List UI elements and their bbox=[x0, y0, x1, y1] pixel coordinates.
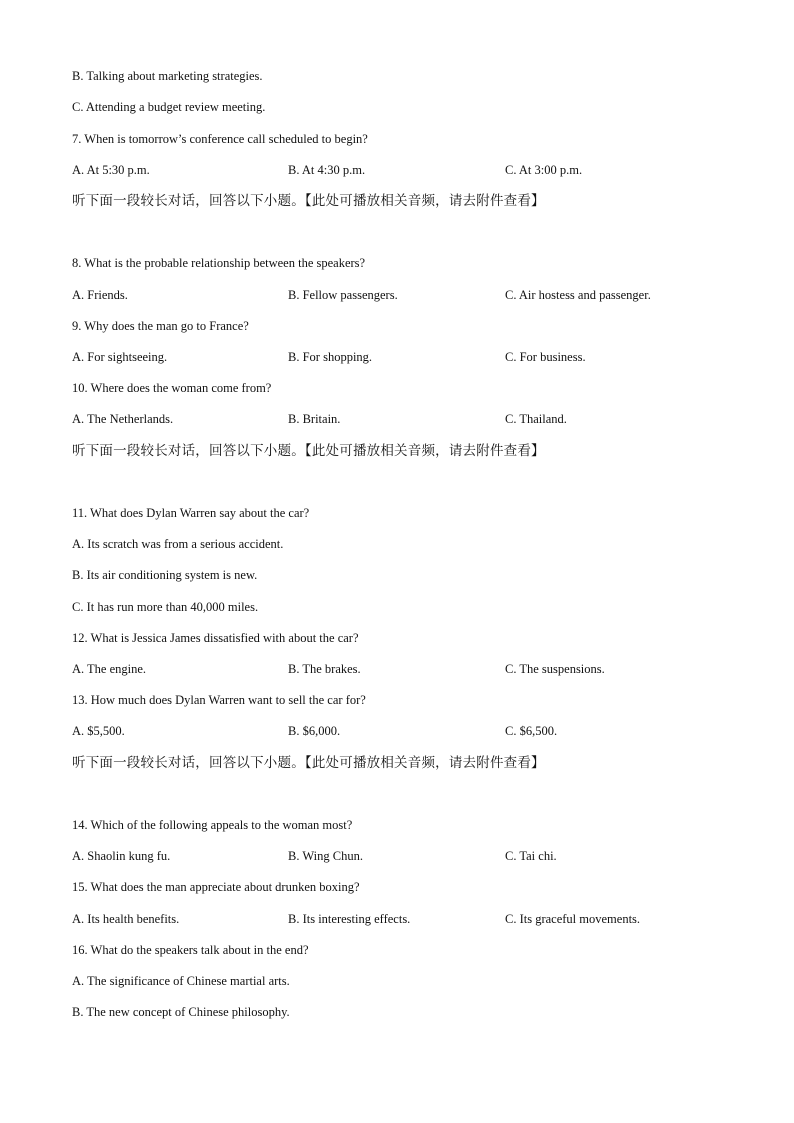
option-c: C. Thailand. bbox=[505, 412, 567, 426]
text-line: 7. When is tomorrow’s conference call scheduled to begin? bbox=[72, 132, 368, 146]
text-line: 12. What is Jessica James dissatisfied with about the car? bbox=[72, 631, 359, 645]
option-c: C. Tai chi. bbox=[505, 849, 557, 863]
text-line: A. Its scratch was from a serious accident. bbox=[72, 537, 284, 551]
text-line: 13. How much does Dylan Warren want to sell the car for? bbox=[72, 693, 366, 707]
option-b: B. For shopping. bbox=[288, 350, 373, 364]
option-a: A. At 5:30 p.m. bbox=[72, 163, 150, 177]
text-line: 11. What does Dylan Warren say about the car? bbox=[72, 506, 310, 520]
option-c: C. Air hostess and passenger. bbox=[505, 288, 651, 302]
text-line: C. Attending a budget review meeting. bbox=[72, 100, 266, 114]
text-line: A. The significance of Chinese martial arts. bbox=[72, 974, 290, 988]
option-a: A. Friends. bbox=[72, 288, 128, 302]
option-c: C. Its graceful movements. bbox=[505, 912, 641, 926]
text-line: B. The new concept of Chinese philosophy. bbox=[72, 1005, 290, 1019]
option-c: C. For business. bbox=[505, 350, 586, 364]
option-c: C. The suspensions. bbox=[505, 662, 605, 676]
section-instruction: 听下面一段较长对话，回答以下小题。【此处可播放相关音频，请去附件查看】 bbox=[72, 193, 545, 209]
section-instruction: 听下面一段较长对话，回答以下小题。【此处可播放相关音频，请去附件查看】 bbox=[72, 443, 545, 459]
text-line: 10. Where does the woman come from? bbox=[72, 381, 272, 395]
text-line: 15. What does the man appreciate about drunken boxing? bbox=[72, 880, 360, 894]
option-a: A. Its health benefits. bbox=[72, 912, 180, 926]
option-a: A. For sightseeing. bbox=[72, 350, 168, 364]
text-line: 14. Which of the following appeals to the woman most? bbox=[72, 818, 353, 832]
option-b: B. Britain. bbox=[288, 412, 341, 426]
section-instruction: 听下面一段较长对话，回答以下小题。【此处可播放相关音频，请去附件查看】 bbox=[72, 755, 545, 771]
option-a: A. $5,500. bbox=[72, 724, 125, 738]
option-c: C. $6,500. bbox=[505, 724, 558, 738]
option-b: B. Wing Chun. bbox=[288, 849, 363, 863]
option-b: B. The brakes. bbox=[288, 662, 361, 676]
option-b: B. Fellow passengers. bbox=[288, 288, 398, 302]
text-line: C. It has run more than 40,000 miles. bbox=[72, 600, 259, 614]
option-a: A. Shaolin kung fu. bbox=[72, 849, 171, 863]
option-c: C. At 3:00 p.m. bbox=[505, 163, 583, 177]
text-line: 16. What do the speakers talk about in the end? bbox=[72, 943, 309, 957]
text-line: 9. Why does the man go to France? bbox=[72, 319, 249, 333]
text-line: B. Its air conditioning system is new. bbox=[72, 568, 258, 582]
option-b: B. $6,000. bbox=[288, 724, 341, 738]
option-a: A. The Netherlands. bbox=[72, 412, 174, 426]
text-line: B. Talking about marketing strategies. bbox=[72, 69, 263, 83]
option-b: B. At 4:30 p.m. bbox=[288, 163, 366, 177]
option-a: A. The engine. bbox=[72, 662, 147, 676]
option-b: B. Its interesting effects. bbox=[288, 912, 411, 926]
text-line: 8. What is the probable relationship between the speakers? bbox=[72, 256, 366, 270]
